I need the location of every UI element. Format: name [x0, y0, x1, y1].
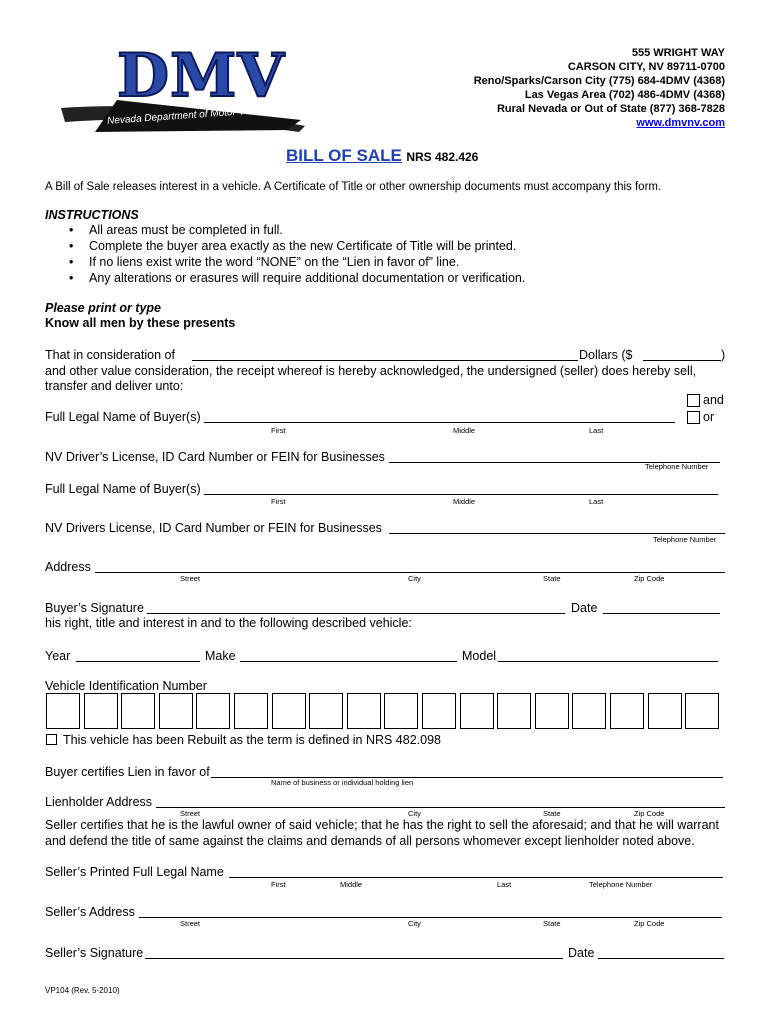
- vin-label: Vehicle Identification Number: [45, 679, 207, 693]
- vin-character-box[interactable]: [610, 693, 644, 729]
- lienholder-city: City: [408, 809, 421, 818]
- vin-character-box[interactable]: [196, 693, 230, 729]
- seller-address-zip: Zip Code: [634, 919, 665, 928]
- vin-character-box[interactable]: [572, 693, 606, 729]
- seller-first: First: [271, 880, 286, 889]
- seller-date-field[interactable]: [598, 958, 724, 959]
- consideration-line3: transfer and deliver unto:: [45, 379, 184, 393]
- vin-character-box[interactable]: [460, 693, 494, 729]
- consideration-dollars: Dollars ($: [579, 348, 633, 362]
- seller-cert-line2: and defend the title of same against the claims and demands of all persons whomever except lienholder noted above.: [45, 834, 695, 848]
- seller-cert-line1: Seller certifies that he is the lawful owner of said vehicle; that he has the right to sell the aforesaid; and that he will warrant: [45, 818, 719, 832]
- model-field[interactable]: [498, 661, 718, 662]
- header-phone1: Reno/Sparks/Carson City (775) 684-4DMV (4368): [473, 75, 725, 87]
- intro-text: A Bill of Sale releases interest in a vehicle. A Certificate of Title or other ownership documents must accompany this form.: [45, 181, 662, 193]
- seller-name-field[interactable]: [229, 877, 723, 878]
- seller-phone: Telephone Number: [589, 880, 653, 889]
- license1-label: NV Driver’s License, ID Card Number or FEIN for Businesses: [45, 450, 385, 464]
- seller-address-city: City: [408, 919, 421, 928]
- consideration-amount-field[interactable]: [192, 360, 578, 361]
- instructions-heading: INSTRUCTIONS: [45, 208, 139, 222]
- buyer-date-label: Date: [571, 601, 598, 615]
- vin-character-box[interactable]: [422, 693, 456, 729]
- make-label: Make: [205, 649, 236, 663]
- dollars-amount-field[interactable]: [643, 360, 721, 361]
- buyer2-middle: Middle: [453, 497, 476, 506]
- address-label: Address: [45, 560, 91, 574]
- lien-sub: Name of business or individual holding lien: [271, 778, 414, 787]
- vin-character-box[interactable]: [648, 693, 682, 729]
- model-label: Model: [462, 649, 497, 663]
- rebuilt-checkbox[interactable]: [46, 734, 57, 745]
- buyer1-first: First: [271, 426, 286, 435]
- seller-address-field[interactable]: [139, 917, 722, 918]
- license1-phone: Telephone Number: [645, 462, 709, 471]
- lienholder-field[interactable]: [156, 807, 725, 808]
- address-zip: Zip Code: [634, 574, 665, 583]
- license2-phone: Telephone Number: [653, 535, 717, 544]
- instruction-item: • Complete the buyer area exactly as the new Certificate of Title will be printed.: [45, 238, 525, 254]
- header-website-link[interactable]: www.dmvnv.com: [636, 117, 725, 129]
- title-nrs: NRS 482.426: [406, 150, 479, 164]
- vin-character-box[interactable]: [159, 693, 193, 729]
- buyer2-first: First: [271, 497, 286, 506]
- logo-subtitle: Nevada Department of Motor Vehicles: [106, 104, 277, 127]
- vin-character-box[interactable]: [384, 693, 418, 729]
- buyer-signature-field[interactable]: [147, 613, 565, 614]
- lienholder-street: Street: [180, 809, 201, 818]
- address-field[interactable]: [95, 572, 725, 573]
- header-phone2: Las Vegas Area (702) 486-4DMV (4368): [524, 89, 725, 101]
- buyer1-name-field[interactable]: [204, 422, 675, 423]
- buyer2-last: Last: [589, 497, 604, 506]
- seller-date-label: Date: [568, 946, 595, 960]
- vin-character-box[interactable]: [535, 693, 569, 729]
- page-title: [286, 146, 478, 166]
- vin-character-box[interactable]: [347, 693, 381, 729]
- buyer1-last: Last: [589, 426, 604, 435]
- buyer-signature-label: Buyer’s Signature: [45, 601, 144, 615]
- instructions-list: [45, 222, 525, 286]
- footer-form-id: VP104 (Rev. 5-2010): [45, 986, 120, 995]
- lien-label: Buyer certifies Lien in favor of: [45, 765, 210, 779]
- dmv-logo: [55, 41, 305, 143]
- lienholder-label: Lienholder Address: [45, 795, 153, 809]
- lienholder-zip: Zip Code: [634, 809, 665, 818]
- buyer1-label: Full Legal Name of Buyer(s): [45, 410, 201, 424]
- seller-signature-field[interactable]: [145, 958, 563, 959]
- please-print: Please print or type: [45, 301, 162, 315]
- and-checkbox[interactable]: [687, 394, 700, 407]
- year-field[interactable]: [76, 661, 200, 662]
- logo-text: DMV: [117, 41, 285, 111]
- or-label: or: [703, 410, 715, 424]
- seller-signature-label: Seller’s Signature: [45, 946, 144, 960]
- consideration-prefix: That in consideration of: [45, 348, 175, 362]
- license2-field[interactable]: [389, 533, 725, 534]
- consideration-close: ): [721, 348, 726, 362]
- header-address1: 555 WRIGHT WAY: [631, 47, 725, 59]
- vin-character-box[interactable]: [121, 693, 155, 729]
- header-phone3: Rural Nevada or Out of State (877) 368-7828: [496, 103, 725, 115]
- consideration-line2: and other value consideration, the receipt whereof is hereby acknowledged, the undersigned (seller) does hereby sell,: [45, 364, 697, 378]
- vin-character-box[interactable]: [234, 693, 268, 729]
- vin-character-box[interactable]: [84, 693, 118, 729]
- make-field[interactable]: [240, 661, 457, 662]
- vin-character-box[interactable]: [272, 693, 306, 729]
- title-main: BILL OF SALE: [286, 146, 402, 165]
- instruction-item: • Any alterations or erasures will require additional documentation or verification.: [45, 270, 525, 286]
- buyer2-name-field[interactable]: [204, 494, 718, 495]
- year-label: Year: [45, 649, 71, 663]
- address-state: State: [543, 574, 561, 583]
- lienholder-state: State: [543, 809, 561, 818]
- vin-character-box[interactable]: [685, 693, 719, 729]
- seller-address-street: Street: [180, 919, 201, 928]
- seller-name-label: Seller’s Printed Full Legal Name: [45, 865, 224, 879]
- address-city: City: [408, 574, 421, 583]
- instruction-item: • All areas must be completed in full.: [45, 222, 525, 238]
- vin-character-box[interactable]: [497, 693, 531, 729]
- instruction-item: • If no liens exist write the word “NONE” on the “Lien in favor of” line.: [45, 254, 525, 270]
- right-title-text: his right, title and interest in and to the following described vehicle:: [45, 616, 412, 630]
- header-address2: CARSON CITY, NV 89711-0700: [567, 61, 725, 73]
- rebuilt-text: This vehicle has been Rebuilt as the term is defined in NRS 482.098: [63, 733, 441, 747]
- seller-last: Last: [497, 880, 512, 889]
- or-checkbox[interactable]: [687, 411, 700, 424]
- address-street: Street: [180, 574, 201, 583]
- seller-address-state: State: [543, 919, 561, 928]
- vin-character-box[interactable]: [309, 693, 343, 729]
- buyer1-middle: Middle: [453, 426, 476, 435]
- seller-middle: Middle: [340, 880, 363, 889]
- buyer-date-field[interactable]: [603, 613, 720, 614]
- and-label: and: [703, 393, 724, 407]
- vin-character-box[interactable]: [46, 693, 80, 729]
- license2-label: NV Drivers License, ID Card Number or FEIN for Businesses: [45, 521, 382, 535]
- know-all: Know all men by these presents: [45, 316, 236, 330]
- buyer2-label: Full Legal Name of Buyer(s): [45, 482, 201, 496]
- seller-address-label: Seller’s Address: [45, 905, 135, 919]
